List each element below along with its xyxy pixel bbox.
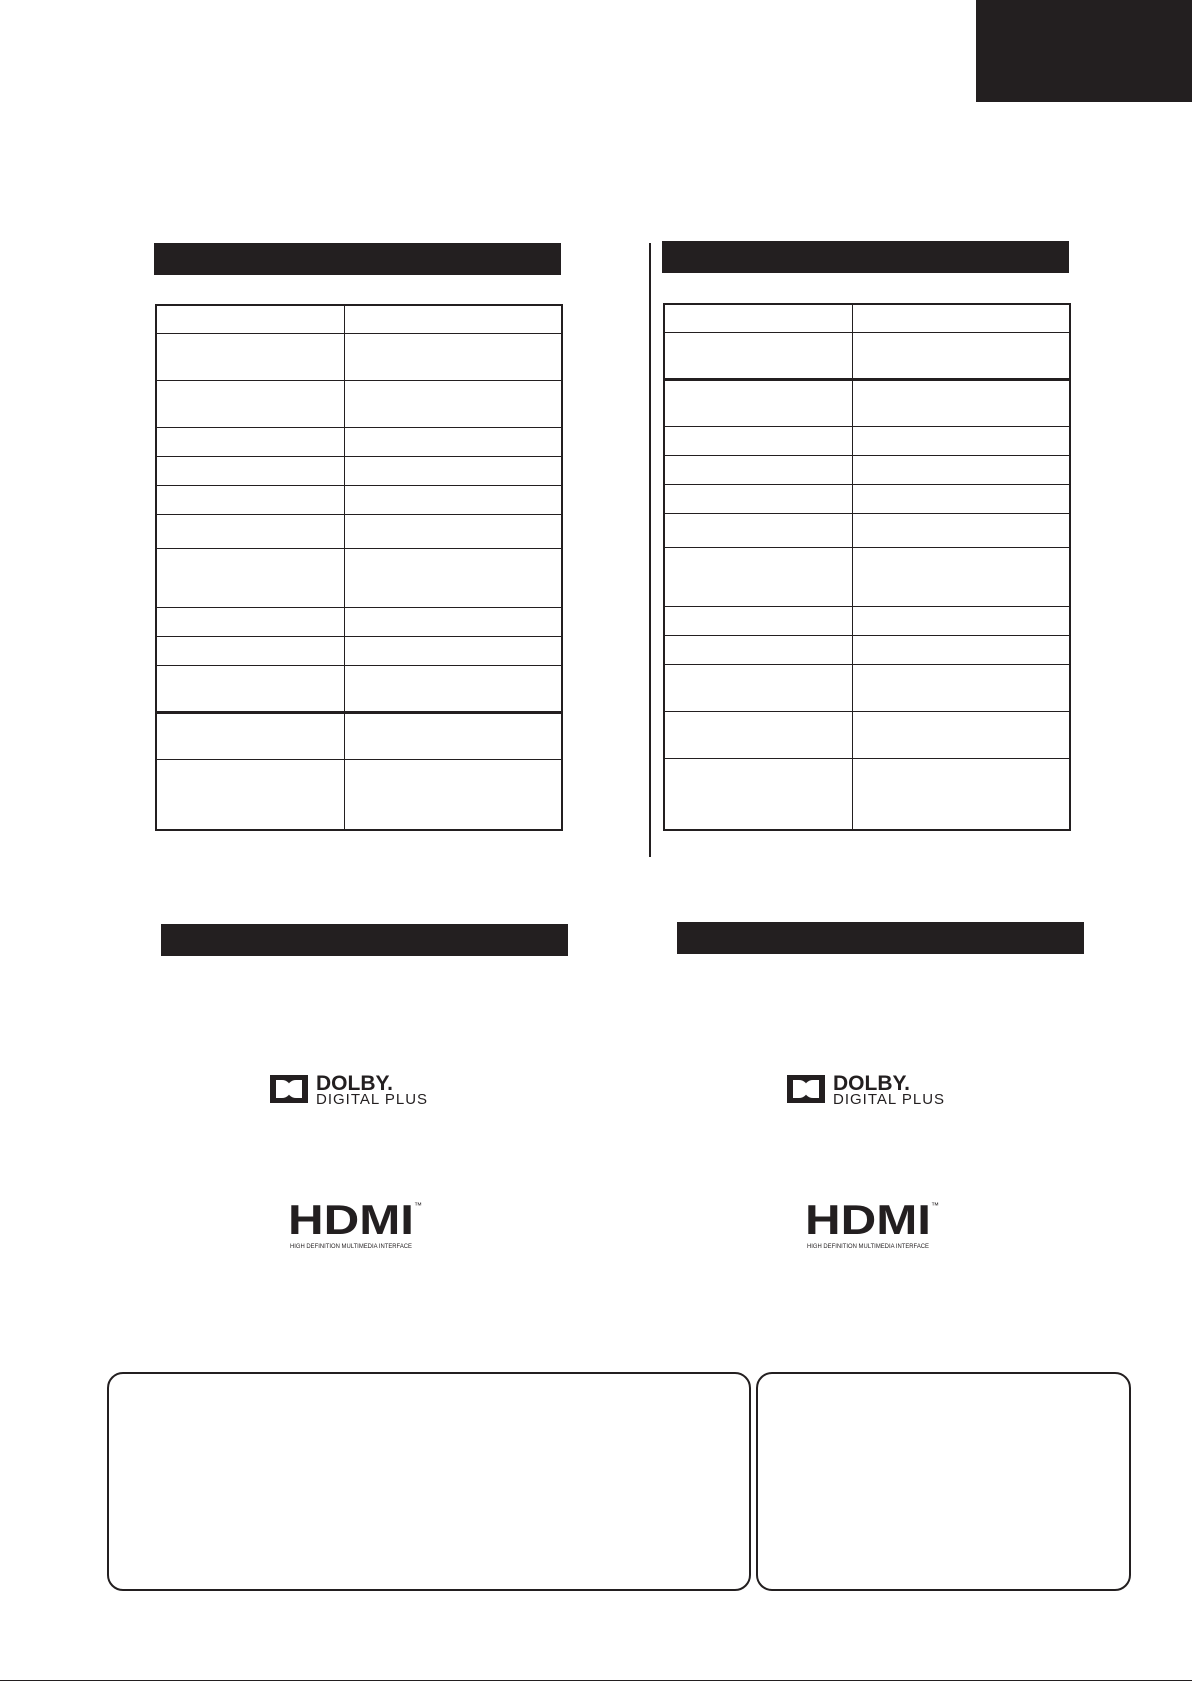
right-spec-value-cell (852, 606, 1070, 635)
dolby-word: DOLBY. (316, 1072, 394, 1095)
footer-rule (0, 1680, 1192, 1681)
left-spec-row (156, 665, 562, 712)
left-spec-label-cell (156, 636, 344, 665)
hdmi-word: HDMI (288, 1200, 414, 1243)
right-spec-row (664, 304, 1070, 332)
left-spec-value-cell (344, 380, 562, 427)
right-spec-label-cell (664, 711, 852, 758)
right-spec-label-cell (664, 426, 852, 455)
right-feature-header-bar (677, 922, 1084, 954)
right-spec-label-cell (664, 664, 852, 711)
left-spec-label-cell (156, 759, 344, 830)
left-spec-row (156, 636, 562, 665)
left-spec-row (156, 712, 562, 759)
hdmi-tm: ™ (414, 1201, 422, 1210)
right-spec-label-cell (664, 304, 852, 332)
left-spec-value-cell (344, 607, 562, 636)
right-spec-label-cell (664, 455, 852, 484)
left-spec-label-cell (156, 333, 344, 380)
right-spec-row (664, 455, 1070, 484)
left-spec-label-cell (156, 665, 344, 712)
right-spec-value-cell (852, 635, 1070, 664)
digital-plus-word: DIGITAL PLUS (316, 1091, 429, 1106)
left-spec-value-cell (344, 665, 562, 712)
hdmi-word: HDMI (805, 1200, 931, 1243)
left-spec-value-cell (344, 427, 562, 456)
hdmi-logo (805, 1200, 945, 1252)
left-spec-table (155, 304, 563, 831)
right-spec-value-cell (852, 513, 1070, 547)
left-spec-row (156, 380, 562, 427)
hdmi-tm: ™ (931, 1201, 939, 1210)
left-spec-row (156, 759, 562, 830)
left-spec-value-cell (344, 712, 562, 759)
left-spec-label-cell (156, 456, 344, 485)
left-spec-label-cell (156, 607, 344, 636)
right-spec-value-cell (852, 547, 1070, 606)
right-spec-row (664, 513, 1070, 547)
hdmi-subtitle: HIGH DEFINITION MULTIMEDIA INTERFACE (290, 1244, 412, 1250)
right-spec-header-bar (662, 241, 1069, 273)
left-spec-row (156, 548, 562, 607)
left-spec-header-bar (154, 243, 561, 275)
left-spec-label-cell (156, 514, 344, 548)
right-spec-value-cell (852, 455, 1070, 484)
left-spec-row (156, 427, 562, 456)
right-spec-row (664, 758, 1070, 830)
right-spec-label-cell (664, 332, 852, 379)
right-spec-row (664, 484, 1070, 513)
notice-box-right (756, 1372, 1131, 1591)
left-spec-row (156, 485, 562, 514)
left-spec-label-cell (156, 712, 344, 759)
right-spec-row (664, 711, 1070, 758)
left-spec-value-cell (344, 514, 562, 548)
right-spec-value-cell (852, 711, 1070, 758)
corner-page-tab (976, 0, 1192, 102)
left-spec-label-cell (156, 305, 344, 333)
left-spec-label-cell (156, 548, 344, 607)
right-spec-row (664, 426, 1070, 455)
right-spec-label-cell (664, 606, 852, 635)
left-spec-value-cell (344, 485, 562, 514)
left-spec-row (156, 514, 562, 548)
right-spec-row (664, 606, 1070, 635)
right-spec-label-cell (664, 547, 852, 606)
left-spec-value-cell (344, 759, 562, 830)
left-spec-value-cell (344, 456, 562, 485)
right-spec-label-cell (664, 513, 852, 547)
dolby-digital-plus-logo (787, 1070, 967, 1106)
right-spec-value-cell (852, 332, 1070, 379)
left-spec-row (156, 456, 562, 485)
hdmi-logo (288, 1200, 428, 1252)
right-spec-value-cell (852, 758, 1070, 830)
right-spec-table (663, 303, 1071, 831)
left-feature-header-bar (161, 924, 568, 956)
right-spec-row (664, 332, 1070, 379)
hdmi-icon (805, 1200, 945, 1252)
right-spec-row (664, 664, 1070, 711)
notice-box-left (107, 1372, 751, 1591)
left-spec-row (156, 333, 562, 380)
right-spec-label-cell (664, 635, 852, 664)
hdmi-icon (288, 1200, 428, 1252)
left-spec-value-cell (344, 548, 562, 607)
hdmi-subtitle: HIGH DEFINITION MULTIMEDIA INTERFACE (807, 1244, 929, 1250)
left-spec-value-cell (344, 333, 562, 380)
dolby-digital-plus-logo (270, 1070, 450, 1106)
left-spec-value-cell (344, 305, 562, 333)
right-spec-label-cell (664, 379, 852, 426)
right-spec-value-cell (852, 379, 1070, 426)
right-spec-row (664, 547, 1070, 606)
left-spec-label-cell (156, 380, 344, 427)
right-spec-label-cell (664, 484, 852, 513)
right-spec-value-cell (852, 426, 1070, 455)
dolby-word: DOLBY. (833, 1072, 911, 1095)
right-spec-value-cell (852, 304, 1070, 332)
right-spec-value-cell (852, 484, 1070, 513)
right-spec-value-cell (852, 664, 1070, 711)
digital-plus-word: DIGITAL PLUS (833, 1091, 946, 1106)
left-spec-value-cell (344, 636, 562, 665)
left-spec-row (156, 305, 562, 333)
column-divider (649, 243, 651, 857)
dolby-double-d-icon (270, 1070, 450, 1106)
left-spec-row (156, 607, 562, 636)
right-spec-label-cell (664, 758, 852, 830)
left-spec-label-cell (156, 427, 344, 456)
right-spec-row (664, 379, 1070, 426)
dolby-double-d-icon (787, 1070, 967, 1106)
right-spec-row (664, 635, 1070, 664)
left-spec-label-cell (156, 485, 344, 514)
